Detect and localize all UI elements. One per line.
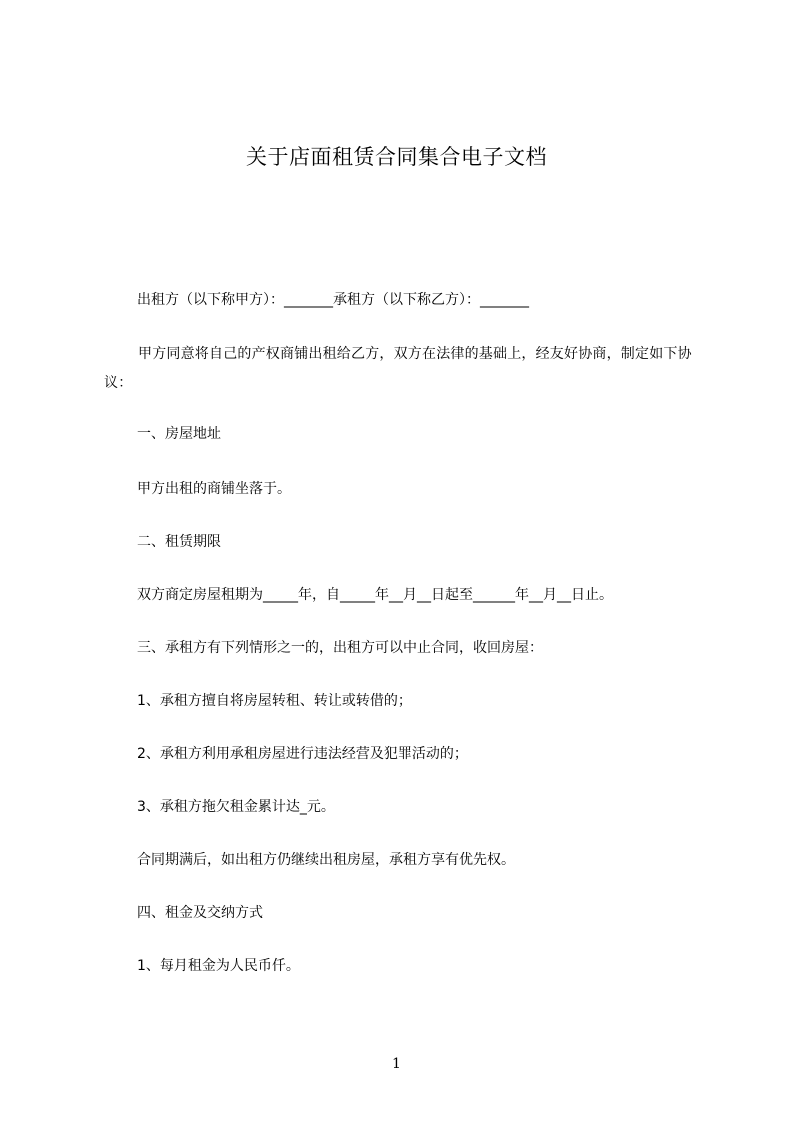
section-2-text: 双方商定房屋租期为_____年，自_____年__月__日起至______年__月__日止。 [137, 587, 613, 603]
section-3-heading: 三、承租方有下列情形之一的，出租方可以中止合同，收回房屋： [137, 640, 543, 656]
priority-text: 合同期满后，如出租方仍继续出租房屋，承租方享有优先权。 [137, 852, 515, 868]
section-4-heading: 四、租金及交纳方式 [137, 905, 263, 921]
section-1-text: 甲方出租的商铺坐落于。 [137, 481, 291, 497]
section-3-item-2: 2、承租方利用承租房屋进行违法经营及犯罪活动的； [137, 746, 468, 762]
section-3-item-3: 3、承租方拖欠租金累计达_元。 [137, 799, 335, 815]
section-1-heading: 一、房屋地址 [137, 426, 221, 442]
document-title: 关于店面租赁合同集合电子文档 [246, 145, 547, 169]
page-number: 1 [392, 1056, 401, 1072]
section-4-item-1: 1、每月租金为人民币仟。 [137, 958, 300, 974]
parties-line: 出租方（以下称甲方）：_______承租方（以下称乙方）：_______ [137, 292, 529, 308]
section-3-item-1: 1、承租方擅自将房屋转租、转让或转借的； [137, 693, 412, 709]
intro-paragraph: 甲方同意将自己的产权商铺出租给乙方，双方在法律的基础上，经友好协商，制定如下协议： [104, 346, 692, 391]
section-2-heading: 二、租赁期限 [137, 534, 221, 550]
